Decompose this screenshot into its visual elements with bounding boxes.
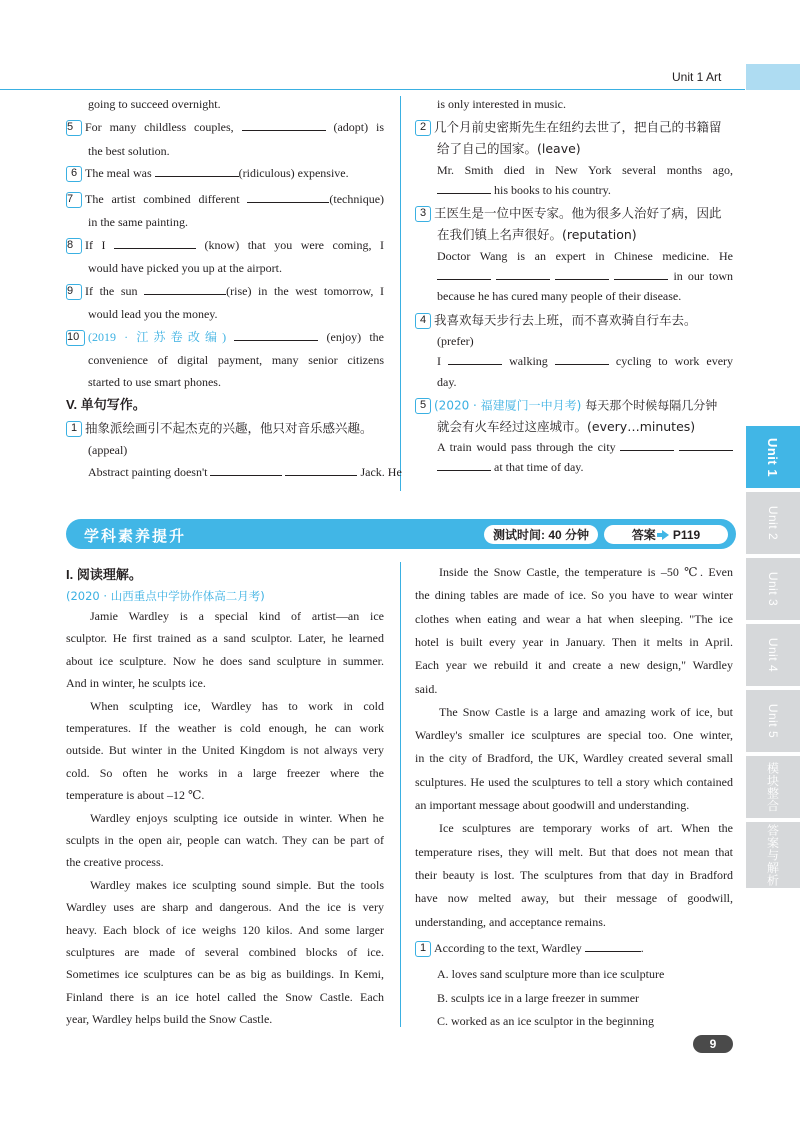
question-9: 9 If the sun (rise) in the west tomorrow, I bbox=[66, 284, 384, 300]
question-5: 5 For many childless couples, (adopt) is bbox=[66, 120, 384, 136]
writing-1-answer: Abstract painting doesn't Jack. He bbox=[88, 465, 402, 479]
answer-blank[interactable] bbox=[620, 440, 674, 451]
tab-unit-2[interactable]: Unit 2 bbox=[746, 492, 800, 554]
writing-4: 4 我喜欢每天步行去上班，而不喜欢骑自行车去。 bbox=[415, 313, 697, 329]
question-number: 8 bbox=[66, 238, 82, 254]
tab-module-summary[interactable]: 模块整合 bbox=[746, 756, 800, 818]
passage-line: sculptures. He used the sculptures to tell a story which contained bbox=[415, 774, 733, 789]
tab-unit-3[interactable]: Unit 3 bbox=[746, 558, 800, 620]
option-a[interactable]: A. loves sand sculpture more than ice sculpture bbox=[437, 967, 665, 981]
question-number: 2 bbox=[415, 120, 431, 136]
passage-line: Finland there is an ice hotel called the Snow Castle. Each bbox=[66, 989, 384, 1004]
passage-line: temperatures. If the weather is cold enough, he can work bbox=[66, 721, 384, 735]
answer-blank[interactable] bbox=[210, 465, 282, 476]
answer-blank[interactable] bbox=[155, 166, 239, 177]
passage-line: hotel is built every year in January. Then it melts in April. bbox=[415, 634, 733, 649]
question-number: 4 bbox=[415, 313, 431, 329]
question-6: 6 The meal was (ridiculous) expensive. bbox=[66, 166, 349, 182]
tab-unit-5[interactable]: Unit 5 bbox=[746, 690, 800, 752]
option-b[interactable]: B. sculpts ice in a large freezer in summer bbox=[437, 991, 640, 1005]
question-10: 10 (2019 · 江苏卷改编) (enjoy) the bbox=[66, 330, 384, 346]
passage-line: heavy. Each block of ice weighs 120 kilos. And some larger bbox=[66, 922, 384, 937]
tab-answers[interactable]: 答案与解析 bbox=[746, 822, 800, 888]
writing-4-answer: I walking cycling to work every bbox=[437, 354, 734, 368]
passage-line: in the city of Bradford, the UK, Wardley created several small bbox=[415, 751, 733, 766]
passage-line: outside. But winter in the United Kingdom is not always very bbox=[66, 743, 384, 758]
question-number: 7 bbox=[66, 192, 82, 208]
text-line: (appeal) bbox=[88, 443, 128, 457]
passage-line: cold. So often he works in a large freezer where the bbox=[66, 765, 384, 780]
answer-blank[interactable] bbox=[614, 269, 668, 280]
question-number: 9 bbox=[66, 284, 82, 300]
answer-blank[interactable] bbox=[496, 269, 550, 280]
text-line: is only interested in music. bbox=[437, 97, 566, 111]
answer-blank[interactable] bbox=[437, 460, 491, 471]
text-line: day. bbox=[437, 375, 457, 389]
passage-line: sculpts in the open air, people can watch. They can be part of bbox=[66, 833, 384, 847]
passage-line: clothes when eating and wear a hat when sleeping. "The ice bbox=[415, 611, 733, 626]
question-number: 5 bbox=[66, 120, 82, 136]
question-number: 5 bbox=[415, 398, 431, 414]
column-divider-bottom bbox=[400, 562, 401, 1027]
text-line: because he has cured many people of their disease. bbox=[437, 289, 682, 303]
passage-line: sculptures are made of several combined blocks of ice. bbox=[66, 945, 384, 959]
answer-blank[interactable] bbox=[585, 941, 641, 952]
question-8: 8 If I (know) that you were coming, I bbox=[66, 238, 384, 254]
text-line: 在我们镇上名声很好。(reputation) bbox=[437, 227, 637, 242]
text-line: going to succeed overnight. bbox=[88, 97, 221, 111]
answer-blank[interactable] bbox=[437, 269, 491, 280]
passage-line: understanding, and acceptance remains. bbox=[415, 914, 606, 929]
answer-blank[interactable] bbox=[242, 120, 326, 131]
answer-blank[interactable] bbox=[144, 284, 226, 295]
passage-line: the creative process. bbox=[66, 855, 164, 870]
text-line: started to use smart phones. bbox=[88, 375, 221, 389]
answer-blank[interactable] bbox=[555, 354, 609, 365]
text-line: would have picked you up at the airport. bbox=[88, 261, 282, 275]
passage-line: temperature rises, they will melt. But that does not mean that bbox=[415, 844, 733, 859]
passage-line: said. bbox=[415, 681, 438, 696]
text-line: Doctor Wang is an expert in Chinese medicine. He bbox=[437, 249, 733, 263]
passage-line: Inside the Snow Castle, the temperature is –50 ℃. Even bbox=[439, 565, 733, 579]
passage-line: Each year we rebuild it and create a new design," Wardley bbox=[415, 658, 733, 673]
option-c[interactable]: C. worked as an ice sculptor in the beginning bbox=[437, 1014, 654, 1028]
tab-unit-1[interactable]: Unit 1 bbox=[746, 426, 800, 488]
passage-line: Wardley enjoys sculpting ice outside in winter. When he bbox=[90, 810, 384, 825]
comprehension-q1: 1 According to the text, Wardley . bbox=[415, 941, 644, 957]
text-line: the best solution. bbox=[88, 144, 170, 158]
test-time-pill: 测试时间: 40 分钟 bbox=[484, 525, 598, 544]
writing-5: 5 (2020 · 福建厦门一中月考) 每天那个时候每隔几分钟 bbox=[415, 398, 717, 414]
header-rule bbox=[0, 89, 745, 90]
passage-line: Wardley makes ice sculpting sound simple. But the tools bbox=[90, 877, 384, 892]
answer-blank[interactable] bbox=[285, 465, 357, 476]
text-line: in the same painting. bbox=[88, 215, 188, 229]
answer-blank[interactable] bbox=[234, 330, 318, 341]
arrow-right-icon bbox=[662, 530, 669, 540]
question-number: 6 bbox=[66, 166, 82, 182]
answer-blank[interactable] bbox=[555, 269, 609, 280]
text-line: would lead you the money. bbox=[88, 307, 218, 321]
question-source: (2020 · 福建厦门一中月考) bbox=[434, 398, 582, 413]
passage-line: year, Wardley helps build the Snow Castle. bbox=[66, 1012, 273, 1027]
column-divider-top bbox=[400, 96, 401, 491]
text-line: Mr. Smith died in New York several months ago, bbox=[437, 163, 733, 177]
section-heading: I. 阅读理解。 bbox=[66, 567, 142, 582]
running-header: Unit 1 Art bbox=[672, 70, 722, 84]
passage-line: Sometimes ice sculptures can be as big as buildings. In Kemi, bbox=[66, 967, 384, 982]
writing-3: 3 王医生是一位中医专家。他为很多人治好了病，因此 bbox=[415, 206, 722, 222]
writing-2-answer: his books to his country. bbox=[437, 183, 611, 197]
passage-line: their beauty is lost. The sculptures from that day in Bradford bbox=[415, 867, 733, 882]
passage-line: about ice sculpture. Now he does sand sculpture in summer. bbox=[66, 653, 384, 668]
answer-blank[interactable] bbox=[448, 354, 502, 365]
text-line: convenience of digital payment, many senior citizens bbox=[88, 353, 384, 367]
writing-5-answer: A train would pass through the city bbox=[437, 440, 733, 454]
writing-5-answer-end: at that time of day. bbox=[437, 460, 584, 474]
passage-line: Wardley's smaller ice sculptures are special too. One winter, bbox=[415, 728, 733, 743]
banner-title: 学科素养提升 bbox=[84, 528, 187, 545]
answer-blank[interactable] bbox=[247, 192, 329, 203]
text-line: 就会有火车经过这座城市。(every…minutes) bbox=[437, 419, 696, 434]
tab-unit-4[interactable]: Unit 4 bbox=[746, 624, 800, 686]
answer-blank[interactable] bbox=[437, 183, 491, 194]
writing-1: 1 抽象派绘画引不起杰克的兴趣，他只对音乐感兴趣。 bbox=[66, 421, 373, 437]
section-heading: V. 单句写作。 bbox=[66, 397, 146, 412]
passage-line: The Snow Castle is a large and amazing work of ice, but bbox=[439, 704, 733, 719]
answer-link-pill[interactable]: 答案 P119 bbox=[604, 525, 728, 544]
question-number: 3 bbox=[415, 206, 431, 222]
passage-line: an important message about goodwill and understanding. bbox=[415, 798, 690, 812]
writing-2: 2 几个月前史密斯先生在纽约去世了，把自己的书籍留 bbox=[415, 120, 722, 136]
passage-line: Jamie Wardley is a special kind of artist—an ice bbox=[90, 609, 384, 623]
text-line: (prefer) bbox=[437, 334, 474, 348]
page-number: 9 bbox=[693, 1035, 733, 1053]
passage-line: Ice sculptures are temporary works of art. When the bbox=[439, 821, 733, 836]
question-number: 1 bbox=[66, 421, 82, 437]
answer-blank[interactable] bbox=[114, 238, 196, 249]
passage-line: sculptor. He first trained as a sand sculptor. Later, he learned bbox=[66, 631, 384, 646]
passage-line: And in winter, he sculpts ice. bbox=[66, 676, 206, 691]
passage-line: Wardley uses are sharp and dangerous. And the ice is very bbox=[66, 900, 384, 915]
question-7: 7 The artist combined different (technique) bbox=[66, 192, 384, 208]
answer-blank[interactable] bbox=[679, 440, 733, 451]
question-number: 10 bbox=[66, 330, 85, 346]
passage-line: have now melted away, but their message of goodwill, bbox=[415, 891, 733, 906]
question-source: (2019 · 江苏卷改编) bbox=[88, 330, 227, 344]
passage-line: When sculpting ice, Wardley has to work in cold bbox=[90, 698, 384, 713]
passage-line: temperature is about –12 ℃. bbox=[66, 788, 205, 803]
text-line: 给了自己的国家。(leave) bbox=[437, 141, 581, 156]
passage-line: the dining tables are made of ice. So you have to wear winter bbox=[415, 588, 733, 603]
passage-source: (2020 · 山西重点中学协作体高二月考) bbox=[66, 589, 265, 603]
writing-3-answer: in our town bbox=[437, 269, 733, 283]
question-number: 1 bbox=[415, 941, 431, 957]
header-color-block bbox=[746, 64, 800, 90]
